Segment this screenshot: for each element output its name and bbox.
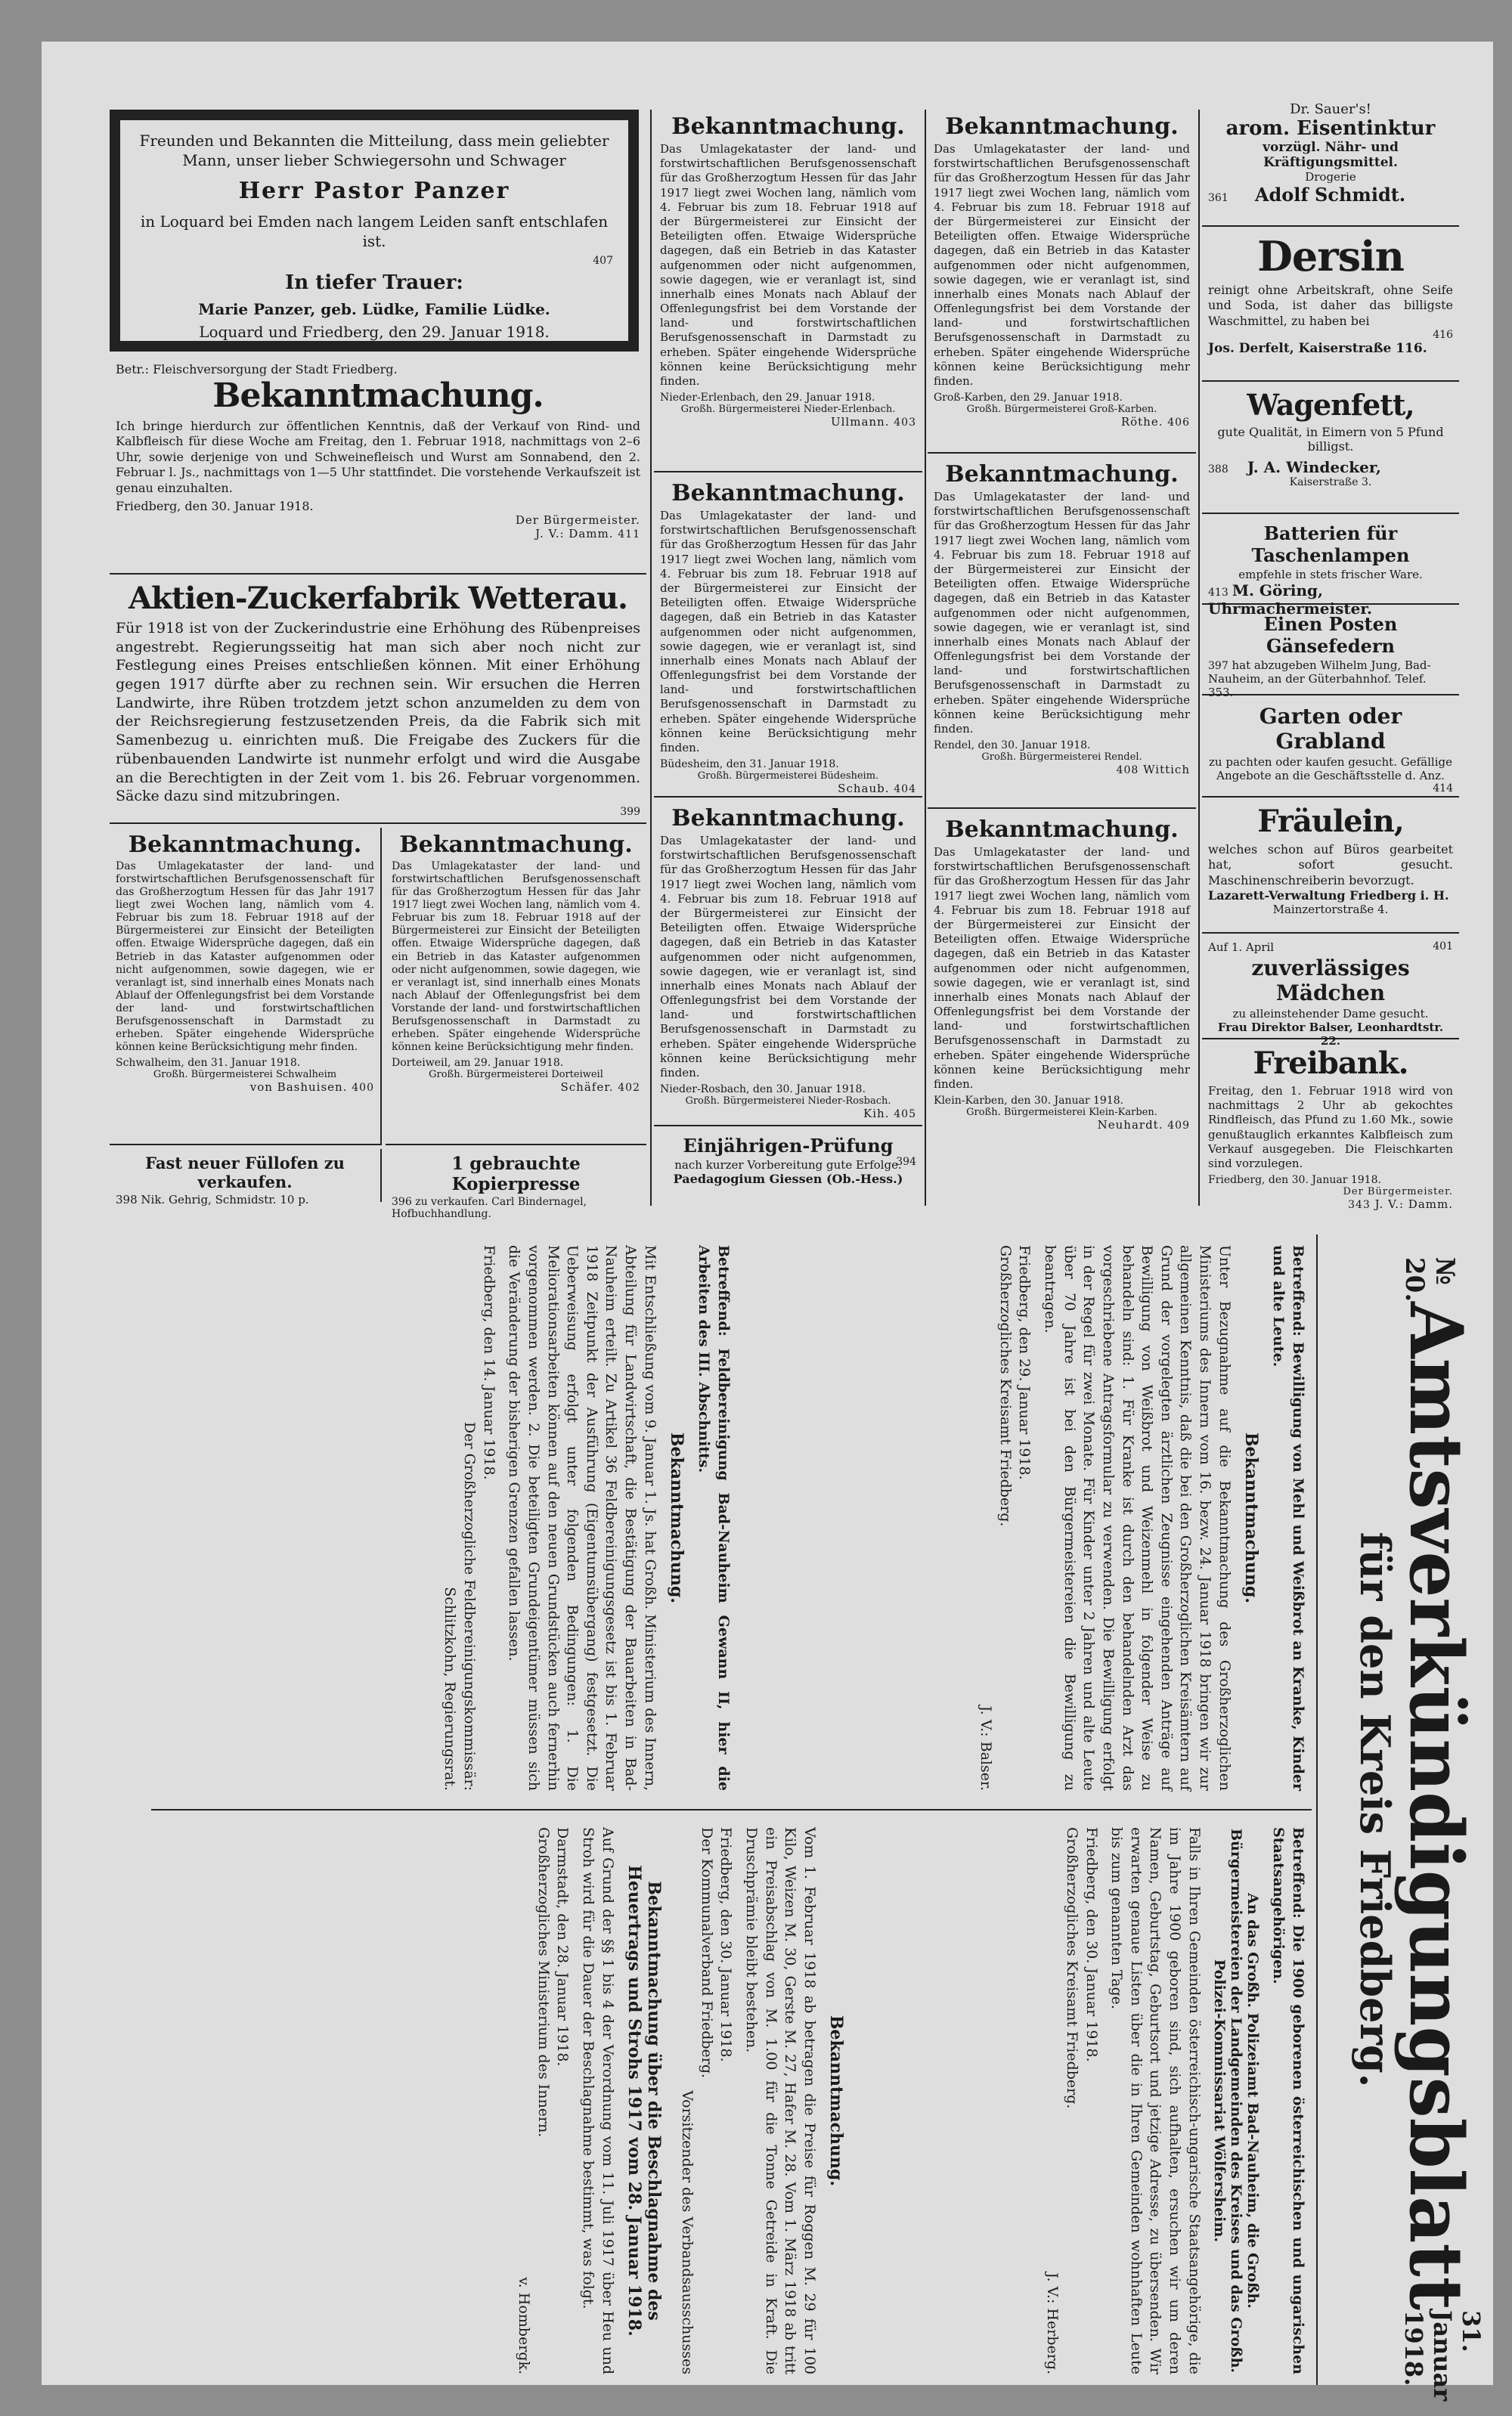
notice-schwalheim-place: Schwalheim, den 31. Januar 1918. xyxy=(116,1057,301,1070)
batterien-who: M. Göring, Uhrmachermeister. xyxy=(1208,581,1372,618)
kopierpresse-title: 1 gebrauchte Kopierpresse xyxy=(451,1154,581,1194)
fraeulein-title: Fräulein, xyxy=(1257,804,1404,839)
col3-office: Großherzogliches Kreisamt Friedberg. xyxy=(1063,1827,1080,2109)
einjaehrigen-who: Paedagogium Giessen (Ob.-Hess.) xyxy=(673,1172,903,1186)
meat-notice-subject: Betr.: Fleischversorgung der Stadt Friedberg. xyxy=(116,362,398,376)
notice-buedesheim xyxy=(654,476,922,798)
notice-schwalheim-signer-row xyxy=(116,1080,374,1094)
notice-nieder-rosbach-title: Bekanntmachung. xyxy=(671,805,905,832)
notice-rendel-office: Großh. Bürgermeisterei Rendel. xyxy=(981,751,1142,764)
kopierpresse-number: 396 xyxy=(392,1196,412,1208)
col2-office: Der Großherzogliche Feldbereinigungskommissär: xyxy=(460,1421,478,1791)
kopierpresse-who: Carl Bindernagel, Hofbuchhandlung. xyxy=(392,1196,587,1220)
notice-buedesheim-signer: Schaub. xyxy=(838,782,890,796)
dersin-number: 416 xyxy=(1433,329,1453,342)
sugar-factory-number: 399 xyxy=(620,805,640,818)
meat-notice-title: Bekanntmachung. xyxy=(212,376,544,416)
notice-klein-karben-signer: Neuhardt. xyxy=(1097,1118,1163,1132)
maedchen-pre: Auf 1. April xyxy=(1208,940,1275,954)
col4-head: Bekanntmachung. xyxy=(826,2015,846,2187)
freibank-signer: J. V.: Damm. xyxy=(1374,1197,1453,1212)
freibank-signer-row xyxy=(1208,1197,1453,1211)
col2-head: Bekanntmachung. xyxy=(666,1432,686,1604)
dersin-who: Jos. Derfelt, Kaiserstraße 116. xyxy=(1208,341,1427,357)
notice-rendel-signer-row xyxy=(934,763,1190,776)
col4-text: Vom 1. Februar 1918 ab betragen die Preise für Roggen M. 29 für 100 Kilo, Weizen M. 30, Gerste M. 27, Hafer M. 28. Vom 1. März 1918 ab tritt ein Preisabschlag von M. 1.00 für die Tonne Getreide in Kraft. Die Druschprämie bleibt bestehen. xyxy=(743,1827,818,2374)
garten-title: Garten oder Grabland xyxy=(1259,704,1402,754)
masthead-rule xyxy=(1316,1234,1318,2385)
notice-klein-karben-signer-row xyxy=(934,1118,1190,1132)
dersin-text: reinigt ohne Arbeitskraft, ohne Seife und Soda, ist daher das billigste Waschmittel, zu haben bei xyxy=(1208,282,1453,328)
notice-gross-karben-signer: Röthe. xyxy=(1120,415,1163,429)
col1-place: Friedberg, den 29. Januar 1918. xyxy=(1016,1245,1033,1480)
notice-nieder-erlenbach-signer: Ullmann. xyxy=(830,415,890,429)
col4-place: Friedberg, den 30. Januar 1918. xyxy=(717,1827,735,2062)
obituary-intro: Freunden und Bekannten die Mitteilung, dass mein geliebter Mann, unser lieber Schwiegersohn und Schwager xyxy=(139,132,609,169)
garten-number: 414 xyxy=(1433,782,1453,794)
notice-nieder-rosbach-signer-row xyxy=(660,1107,916,1120)
notice-rendel-signer: Wittich xyxy=(1143,763,1190,777)
maedchen-number: 401 xyxy=(1433,940,1453,952)
sauer-row xyxy=(1208,184,1453,206)
fuellofen-number: 398 xyxy=(116,1193,138,1206)
batterien-title: Batterien für Taschenlampen xyxy=(1251,522,1410,566)
freibank-title: Freibank. xyxy=(1253,1045,1408,1081)
notice-dorteiweil-office: Großh. Bürgermeisterei Dorteiweil xyxy=(429,1069,603,1081)
meat-notice-text: Ich bringe hierdurch zur öffentlichen Kenntnis, daß der Verkauf von Rind- und Kalbfleisch für diese Woche am Freitag, den 1. Februar 1918, nachmittags von 2–6 Uhr, sowie derjenige von und Schweinefleisch und Wurst am Sonnabend, den 2. Februar l. Js., nachmittags von 1—5 Uhr stattfindet. Die vorstehende Verkaufszeit ist genau einzuhalten. xyxy=(116,418,640,495)
masthead-row xyxy=(1393,1257,1486,2402)
notice-schwalheim-signer: von Bashuisen. xyxy=(249,1080,348,1095)
sauer-line2: arom. Eisentinktur xyxy=(1225,117,1436,140)
col2-subject: Betreffend: Feldbereinigung Bad-Nauheim Gewann II, hier die Arbeiten des III. Abschnitts. xyxy=(696,1245,732,1791)
notice-nieder-rosbach xyxy=(654,801,922,1126)
notice-dorteiweil xyxy=(386,828,646,1145)
sugar-factory-ad xyxy=(110,578,646,824)
sauer-line3: vorzügl. Nähr- und Kräftigungsmittel. xyxy=(1263,140,1399,170)
col2-place: Friedberg, den 14. Januar 1918. xyxy=(480,1245,497,1480)
gazette-rotated-page xyxy=(151,1234,1493,2402)
notice-rendel xyxy=(928,457,1196,809)
col3-text: Falls in Ihren Gemeinden österreichisch-ungarische Staatsangehörige, die im Jahre 1900 geboren sind, sich aufhalten, ersuchen wir um deren Namen, Geburtstag, Geburtsort und jetzige Adresse, zu übersenden. Wir erwarten genaue Listen über die in Ihren Gemeinden wohnhaften Leute bis zum genannten Tage. xyxy=(1108,1827,1203,2374)
meat-notice xyxy=(110,359,646,575)
col1-text: Unter Bezugnahme auf die Bekanntmachung des Großherzoglichen Ministeriums des Innern vom 16. bezw. 24. Januar 1918 bringen wir zur allgemeinen Kenntnis, daß die bei den Großherzoglichen Kreisämtern auf Grund der vorgelegten ärztlichen Zeugnisse eingehenden Anträge auf Bewilligung von Weißbrot und Weizenmehl in folgender Weise zu behandeln sind: 1. Für Kranke ist durch den behandelnden Arzt das vorgeschriebene Antragsformular zu verwenden. Die Bewilligung erfolgt in der Regel für zwei Monate. Für Kinder unter 2 Jahren und alte Leute über 70 Jahre ist bei den Bürgermeistereien die Bewilligung zu beantragen. xyxy=(1041,1245,1233,1791)
obituary-number: 407 xyxy=(593,255,613,267)
maedchen-row xyxy=(1208,940,1453,954)
meat-notice-number: 411 xyxy=(618,528,640,541)
wagenfett-title: Wagenfett, xyxy=(1247,388,1414,422)
fuellofen-who: Nik. Gehrig, Schmidstr. 10 p. xyxy=(141,1193,309,1206)
kopierpresse-ad xyxy=(386,1149,646,1220)
notice-klein-karben-office: Großh. Bürgermeisterei Klein-Karben. xyxy=(966,1107,1157,1119)
notice-gross-karben-signer-row xyxy=(934,415,1190,429)
einjaehrigen-text: nach kurzer Vorbereitung gute Erfolge. xyxy=(674,1158,902,1172)
notice-nieder-erlenbach-signer-row xyxy=(660,415,916,429)
wagenfett-addr: Kaiserstraße 3. xyxy=(1289,475,1372,488)
gazette-number: № 20. xyxy=(1399,1257,1460,1302)
notice-nieder-erlenbach-title: Bekanntmachung. xyxy=(671,113,905,140)
maedchen-title: zuverlässiges Mädchen xyxy=(1251,956,1410,1005)
sauer-number: 361 xyxy=(1208,192,1228,204)
notice-nieder-erlenbach-text: Das Umlagekataster der land- und forstwirtschaftlichen Berufsgenossenschaft für das Großherzogtum Hessen für das Jahr 1917 liegt zwei Wochen lang, nämlich vom 4. Februar bis zum 18. Februar 1918 auf der Bürgermeisterei zur Einsicht der Beteiligten offen. Etwaige Widersprüche dagegen, daß ein Betrieb in das Kataster aufgenommen oder nicht aufgenommen, sowie dagegen, wie er veranlagt ist, sind innerhalb eines Monats nach Ablauf der Offenlegungsfrist bei dem Vorstande der land- und forstwirtschaftlichen Berufsgenossenschaft in Darmstadt zu erheben. Später eingehende Widersprüche können keine Berücksichtigung mehr finden. xyxy=(660,142,916,388)
obituary-place-date: Loquard und Friedberg, den 29. Januar 1918. xyxy=(199,322,550,341)
fuellofen-title: Fast neuer Füllofen zu verkaufen. xyxy=(145,1154,345,1191)
obituary-mourners: Marie Panzer, geb. Lüdke, Familie Lüdke. xyxy=(198,299,550,318)
notice-schwalheim-office: Großh. Bürgermeisterei Schwalheim xyxy=(153,1069,337,1081)
notice-nieder-erlenbach xyxy=(654,110,922,472)
gazette-column-rule xyxy=(151,1809,1312,1810)
col3-subject: Betreffend: Die 1900 geborenen österreichischen und ungarischen Staatsangehörigen. xyxy=(1270,1827,1306,2374)
notice-nieder-rosbach-office: Großh. Bürgermeisterei Nieder-Rosbach. xyxy=(685,1095,891,1107)
fraeulein-text: welches schon auf Büros gearbeitet hat, sofort gesucht. Maschinenschreiberin bevorzugt. xyxy=(1208,842,1453,887)
gaensefedern-number: 397 xyxy=(1208,660,1228,672)
col1-head: Bekanntmachung. xyxy=(1241,1432,1261,1604)
meat-notice-place-date: Friedberg, den 30. Januar 1918. xyxy=(116,499,314,513)
column-rule-3 xyxy=(1198,110,1200,1206)
wagenfett-who: J. A. Windecker, xyxy=(1247,457,1381,476)
wagenfett-number: 388 xyxy=(1208,463,1228,475)
gazette-col-4 xyxy=(151,1817,858,2385)
notice-gross-karben-number: 406 xyxy=(1167,417,1190,429)
notice-dorteiweil-title: Bekanntmachung. xyxy=(399,832,633,858)
notice-nieder-rosbach-number: 405 xyxy=(894,1108,916,1121)
einjaehrigen-ad xyxy=(654,1130,922,1202)
notice-nieder-erlenbach-place: Nieder-Erlenbach, den 29. Januar 1918. xyxy=(660,392,875,404)
notice-buedesheim-signer-row xyxy=(660,782,916,795)
notice-rendel-number: 408 xyxy=(1116,764,1139,777)
col2-signer: Schlitzkohn, Regierungsrat. xyxy=(442,1587,459,1791)
dersin-title: Dersin xyxy=(1257,232,1404,280)
meat-notice-signer: J. V.: Damm. xyxy=(535,527,614,541)
notice-buedesheim-text: Das Umlagekataster der land- und forstwirtschaftlichen Berufsgenossenschaft für das Großherzogtum Hessen für das Jahr 1917 liegt zwei Wochen lang, nämlich vom 4. Februar bis zum 18. Februar 1918 auf der Bürgermeisterei zur Einsicht der Beteiligten offen. Etwaige Widersprüche dagegen, daß ein Betrieb in das Kataster aufgenommen oder nicht aufgenommen, sowie dagegen, wie er veranlagt ist, sind innerhalb eines Monats nach Ablauf der Offenlegungsfrist bei dem Vorstande der land- und forstwirtschaftlichen Berufsgenossenschaft in Darmstadt zu erheben. Später eingehende Widersprüche können keine Berücksichtigung mehr finden. xyxy=(660,509,916,754)
freibank-office: Der Bürgermeister. xyxy=(1343,1186,1453,1198)
kopierpresse-text: zu verkaufen. xyxy=(415,1196,488,1208)
notice-buedesheim-number: 404 xyxy=(894,783,916,796)
gazette-date: 31. Januar 1918. xyxy=(1399,2310,1486,2402)
freibank-text: Freitag, den 1. Februar 1918 wird von nachmittags 2 Uhr ab gekochtes Rindfleisch, das Pfund zu 1.60 Mk., sowie genußtauglich erkanntes Kalbfleisch zum Verkauf ausgegeben. Die Fleischkarten sind vorzulegen. xyxy=(1208,1084,1453,1170)
notice-schwalheim-number: 400 xyxy=(352,1082,374,1095)
gazette-col-3 xyxy=(858,1817,1312,2385)
notice-rendel-place: Rendel, den 30. Januar 1918. xyxy=(934,739,1091,752)
notice-nieder-erlenbach-number: 403 xyxy=(894,417,916,429)
col1-office: Großherzogliches Kreisamt Friedberg. xyxy=(996,1245,1014,1527)
notice-klein-karben-number: 409 xyxy=(1167,1120,1190,1132)
notice-klein-karben xyxy=(928,813,1196,1202)
freibank-place: Friedberg, den 30. Januar 1918. xyxy=(1208,1174,1381,1187)
gaensefedern-row xyxy=(1208,658,1453,699)
wagenfett-row xyxy=(1208,458,1453,476)
col3-place: Friedberg, den 30. Januar 1918. xyxy=(1083,1827,1100,2062)
batterien-number: 413 xyxy=(1208,587,1228,599)
gaensefedern-ad xyxy=(1202,609,1459,699)
gazette-col-1 xyxy=(737,1234,1312,1801)
notice-buedesheim-office: Großh. Bürgermeisterei Büdesheim. xyxy=(697,770,879,782)
einjaehrigen-number: 394 xyxy=(896,1156,916,1168)
fuellofen-row xyxy=(116,1193,374,1206)
maedchen-who: Frau Direktor Balser, Leonhardtstr. 22. xyxy=(1217,1021,1444,1048)
col2-text: Mit Entschließung vom 9. Januar 1. Js. hat Großh. Ministerium des Innern, Abteilung für Landwirtschaft, die Bestätigung der Bauarbeiten in Bad-Nauheim erteilt. Zu Artikel 36 Feldbereinigungsgesetz ist bis 1. Februar 1918 Zeitpunkt der Ausführung (Eigentumsübergang) festgesetzt. Die Ueberweisung erfolgt unter folgenden Bedingungen: 1. Die Meliorationsarbeiten können auf den neuen Grundstücken auch fernerhin vorgenommen werden. 2. Die beteiligten Grundeigentümer müssen sich die Veränderung der bisherigen Grenzen gefallen lassen. xyxy=(506,1245,658,1791)
sugar-factory-text: Für 1918 ist von der Zuckerindustrie eine Erhöhung des Rübenpreises angestrebt. Regierungsseitig hat man sich aber noch nicht zur Festlegung eines Preises entschließen können. Mit einer Erhöhung gegen 1917 dürfte aber zu rechnen sein. Wir ersuchen die Herren Landwirte, ihre Rüben trotzdem jetzt schon anzumelden zu dem von der Reichsregierung festzusetzenden Preis, da die Fabrik sich mit Samenbezug u. einrichten muß. Die Freigabe des Zuckers für die rübenbauenden Landwirte ist nunmehr erfolgt und wird die Ausgabe an die Berechtigten in der Zeit vom 1. bis 26. Februar vorgenommen. Säcke dazu sind mitzubringen. xyxy=(116,620,640,805)
column-rule-1 xyxy=(650,110,652,1206)
notice-buedesheim-place: Büdesheim, den 31. Januar 1918. xyxy=(660,758,839,771)
notice-rendel-text: Das Umlagekataster der land- und forstwirtschaftlichen Berufsgenossenschaft für das Großherzogtum Hessen für das Jahr 1917 liegt zwei Wochen lang, nämlich vom 4. Februar bis zum 18. Februar 1918 auf der Bürgermeisterei zur Einsicht der Beteiligten offen. Etwaige Widersprüche dagegen, daß ein Betrieb in das Kataster aufgenommen oder nicht aufgenommen, sowie dagegen, wie er veranlagt ist, sind innerhalb eines Monats nach Ablauf der Offenlegungsfrist bei dem Vorstande der land- und forstwirtschaftlichen Berufsgenossenschaft in Darmstadt zu erheben. Später eingehende Widersprüche können keine Berücksichtigung mehr finden. xyxy=(934,490,1190,736)
sauer-ad xyxy=(1202,98,1459,227)
notice-nieder-rosbach-signer: Kih. xyxy=(863,1107,890,1121)
col1-subject: Betreffend: Bewilligung von Mehl und Weißbrot an Kranke, Kinder und alte Leute. xyxy=(1270,1245,1306,1791)
col4-office2: Großherzogliches Ministerium des Innern. xyxy=(534,1827,552,2138)
fuellofen-ad xyxy=(110,1149,382,1206)
fraeulein-ad xyxy=(1202,801,1459,934)
col4-signer2: v. Hombergk. xyxy=(515,2277,532,2374)
col3-head: An das Großh. Polizeiamt Bad-Nauheim, die Großh. Bürgermeistereien der Landgemeinden des Kreises und das Großh. Polizei-Kommissariat Wölfersheim. xyxy=(1210,1828,1261,2374)
notice-dorteiweil-text: Das Umlagekataster der land- und forstwirtschaftlichen Berufsgenossenschaft für das Großherzogtum Hessen für das Jahr 1917 liegt zwei Wochen lang, nämlich vom 4. Februar bis zum 18. Februar 1918 auf der Bürgermeisterei zur Einsicht der Beteiligten offen. Etwaige Widersprüche dagegen, daß ein Betrieb in das Kataster aufgenommen oder nicht aufgenommen, sowie dagegen, wie er veranlagt ist, sind innerhalb eines Monats nach Ablauf der Offenlegungsfrist bei dem Vorstande der land- und forstwirtschaftlichen Berufsgenossenschaft in Darmstadt zu erheben. Später eingehende Widersprüche können keine Berücksichtigung mehr finden. xyxy=(392,860,640,1054)
notice-gross-karben-office: Großh. Bürgermeisterei Groß-Karben. xyxy=(966,404,1157,416)
notice-gross-karben-text: Das Umlagekataster der land- und forstwirtschaftlichen Berufsgenossenschaft für das Großherzogtum Hessen für das Jahr 1917 liegt zwei Wochen lang, nämlich vom 4. Februar bis zum 18. Februar 1918 auf der Bürgermeisterei zur Einsicht der Beteiligten offen. Etwaige Widersprüche dagegen, daß ein Betrieb in das Kataster aufgenommen oder nicht aufgenommen, sowie dagegen, wie er veranlagt ist, sind innerhalb eines Monats nach Ablauf der Offenlegungsfrist bei dem Vorstande der land- und forstwirtschaftlichen Berufsgenossenschaft in Darmstadt zu erheben. Später eingehende Widersprüche können keine Berücksichtigung mehr finden. xyxy=(934,142,1190,388)
gaensefedern-text: hat abzugeben Wilhelm Jung, Bad-Nauheim, an der Güterbahnhof. Telef. 353. xyxy=(1208,658,1431,699)
meat-notice-office: Der Bürgermeister. xyxy=(515,513,640,527)
col4-place2: Darmstadt, den 28. Januar 1918. xyxy=(554,1827,572,2067)
obituary-notice xyxy=(110,110,639,352)
notice-klein-karben-text: Das Umlagekataster der land- und forstwirtschaftlichen Berufsgenossenschaft für das Großherzogtum Hessen für das Jahr 1917 liegt zwei Wochen lang, nämlich vom 4. Februar bis zum 18. Februar 1918 auf der Bürgermeisterei zur Einsicht der Beteiligten offen. Etwaige Widersprüche dagegen, daß ein Betrieb in das Kataster aufgenommen oder nicht aufgenommen, sowie dagegen, wie er veranlagt ist, sind innerhalb eines Monats nach Ablauf der Offenlegungsfrist bei dem Vorstande der land- und forstwirtschaftlichen Berufsgenossenschaft in Darmstadt zu erheben. Später eingehende Widersprüche können keine Berücksichtigung mehr finden. xyxy=(934,845,1190,1091)
obituary-name: Herr Pastor Panzer xyxy=(238,178,510,204)
einjaehrigen-title: Einjährigen-Prüfung xyxy=(683,1135,894,1157)
notice-gross-karben-title: Bekanntmachung. xyxy=(945,113,1179,140)
notice-nieder-rosbach-place: Nieder-Rosbach, den 30. Januar 1918. xyxy=(660,1083,866,1096)
kopierpresse-row xyxy=(392,1196,640,1220)
gaensefedern-title: Einen Posten Gänsefedern xyxy=(1263,613,1398,657)
meat-notice-signer-row xyxy=(116,527,640,541)
col1-signer: J. V.: Balser. xyxy=(978,1705,995,1791)
obituary-text: in Loquard bei Emden nach langem Leiden sanft entschlafen ist. xyxy=(140,212,609,250)
batterien-ad xyxy=(1202,518,1459,618)
notice-dorteiweil-number: 402 xyxy=(618,1082,640,1095)
notice-buedesheim-title: Bekanntmachung. xyxy=(671,480,905,506)
notice-dorteiweil-signer: Schäfer. xyxy=(560,1080,614,1095)
batterien-text: empfehle in stets frischer Ware. xyxy=(1238,568,1423,581)
col4-head2: Bekanntmachung über die Beschlagnahme des Heuertrags und Strohs 1917 vom 28. Januar 1918. xyxy=(624,1865,664,2337)
sauer-line4: Drogerie xyxy=(1305,170,1356,184)
col3-signer: J. V.: Herberg. xyxy=(1044,2272,1061,2374)
garten-text: zu pachten oder kaufen gesucht. Gefällige Angebote an die Geschäftsstelle d. Anz. xyxy=(1209,755,1452,782)
notice-gross-karben xyxy=(928,110,1196,454)
gazette-title: Amtsverkündigungsblatt xyxy=(1393,1302,1479,2311)
gazette-col-2 xyxy=(151,1234,737,1801)
dersin-ad xyxy=(1202,231,1459,382)
freibank-number: 343 xyxy=(1348,1199,1371,1212)
sauer-who: Adolf Schmidt. xyxy=(1254,184,1406,206)
sauer-line1: Dr. Sauer's! xyxy=(1290,101,1371,117)
col4-text2: Auf Grund der §§ 1 bis 4 der Verordnung vom 11. Juli 1917 über Heu und Stroh wird für die Dauer der Beschlagnahme bestimmt, was folgt. xyxy=(579,1827,616,2374)
freibank-ad xyxy=(1202,1043,1459,1212)
gazette-masthead xyxy=(1319,1234,1493,2402)
notice-dorteiweil-place: Dorteiweil, am 29. Januar 1918. xyxy=(392,1057,564,1070)
maedchen-text: zu alleinstehender Dame gesucht. xyxy=(1232,1007,1429,1021)
wagenfett-text: gute Qualität, in Eimern von 5 Pfund billigst. xyxy=(1217,424,1444,454)
notice-nieder-erlenbach-office: Großh. Bürgermeisterei Nieder-Erlenbach. xyxy=(680,404,896,416)
obituary-mourning-title: In tiefer Trauer: xyxy=(285,271,463,295)
col4-signer: Vorsitzender des Verbandsausschusses xyxy=(679,2090,696,2374)
notice-schwalheim xyxy=(110,828,382,1145)
fraeulein-addr: Mainzertorstraße 4. xyxy=(1272,903,1389,917)
notice-dorteiweil-signer-row xyxy=(392,1080,640,1094)
fraeulein-who: Lazarett-Verwaltung Friedberg i. H. xyxy=(1208,888,1449,903)
column-rule-2 xyxy=(925,110,926,1206)
notice-nieder-rosbach-text: Das Umlagekataster der land- und forstwirtschaftlichen Berufsgenossenschaft für das Großherzogtum Hessen für das Jahr 1917 liegt zwei Wochen lang, nämlich vom 4. Februar bis zum 18. Februar 1918 auf der Bürgermeisterei zur Einsicht der Beteiligten offen. Etwaige Widersprüche dagegen, daß ein Betrieb in das Kataster aufgenommen oder nicht aufgenommen, sowie dagegen, wie er veranlagt ist, sind innerhalb eines Monats nach Ablauf der Offenlegungsfrist bei dem Vorstande der land- und forstwirtschaftlichen Berufsgenossenschaft in Darmstadt zu erheben. Später eingehende Widersprüche können keine Berücksichtigung mehr finden. xyxy=(660,834,916,1079)
notice-klein-karben-title: Bekanntmachung. xyxy=(945,816,1179,843)
col4-office: Der Kommunalverband Friedberg. xyxy=(698,1827,715,2079)
newspaper-page xyxy=(42,42,1493,2402)
notice-schwalheim-title: Bekanntmachung. xyxy=(128,832,362,858)
sugar-factory-title: Aktien-Zuckerfabrik Wetterau. xyxy=(129,581,627,616)
wagenfett-ad xyxy=(1202,386,1459,514)
notice-gross-karben-place: Groß-Karben, den 29. Januar 1918. xyxy=(934,392,1123,404)
notice-rendel-title: Bekanntmachung. xyxy=(945,461,1179,488)
maedchen-ad xyxy=(1202,937,1459,1048)
notice-klein-karben-place: Klein-Karben, den 30. Januar 1918. xyxy=(934,1095,1124,1107)
garten-ad xyxy=(1202,699,1459,798)
gazette-subtitle: für den Kreis Friedberg. xyxy=(1351,1532,1399,2088)
notice-schwalheim-text: Das Umlagekataster der land- und forstwirtschaftlichen Berufsgenossenschaft für das Großherzogtum Hessen für das Jahr 1917 liegt zwei Wochen lang, nämlich vom 4. Februar bis zum 18. Februar 1918 auf der Bürgermeisterei zur Einsicht der Beteiligten offen. Etwaige Widersprüche dagegen, daß ein Betrieb in das Kataster aufgenommen oder nicht aufgenommen, sowie dagegen, wie er veranlagt ist, sind innerhalb eines Monats nach Ablauf der Offenlegungsfrist bei dem Vorstande der land- und forstwirtschaftlichen Berufsgenossenschaft in Darmstadt zu erheben. Später eingehende Widersprüche können keine Berücksichtigung mehr finden. xyxy=(116,860,374,1054)
gazette-section xyxy=(151,1234,1493,2402)
